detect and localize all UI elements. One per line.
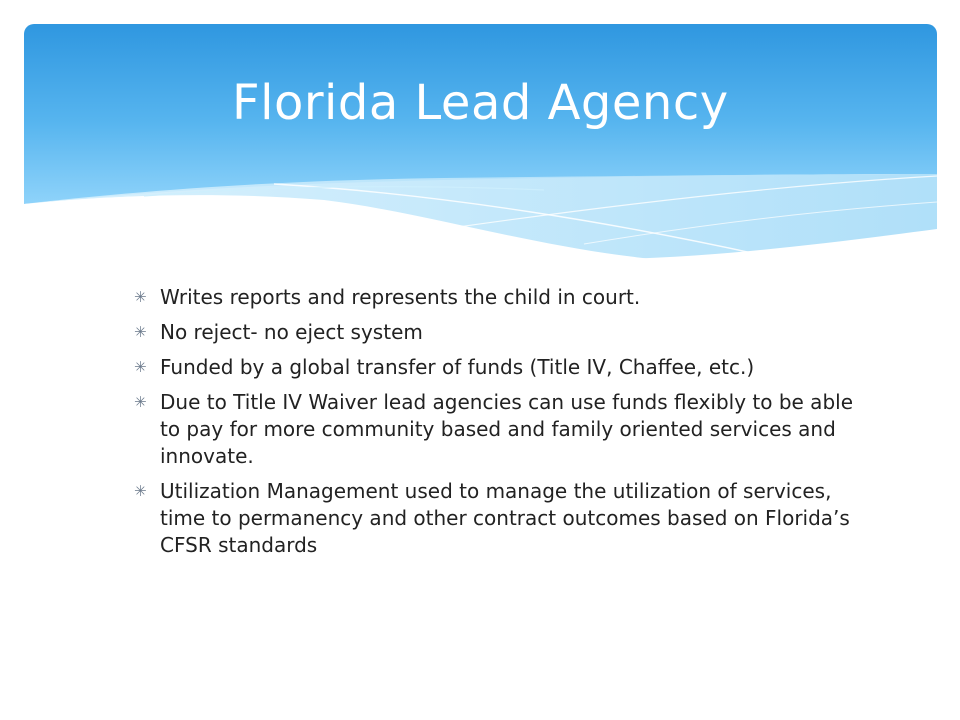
bullet-text: Funded by a global transfer of funds (Title IV, Chaffee, etc.) bbox=[160, 355, 755, 379]
asterisk-bullet-icon: ✳ bbox=[134, 288, 147, 306]
asterisk-bullet-icon: ✳ bbox=[134, 482, 147, 500]
asterisk-bullet-icon: ✳ bbox=[134, 358, 147, 376]
slide-title: Florida Lead Agency bbox=[232, 75, 729, 131]
bullet-text: Writes reports and represents the child in court. bbox=[160, 285, 641, 309]
bullet-text: Due to Title IV Waiver lead agencies can use funds flexibly to be able to pay for more community based and family oriented services and innovate. bbox=[160, 390, 853, 468]
bullet-item bbox=[134, 389, 874, 470]
header-wave-graphic bbox=[24, 24, 937, 284]
bullet-item bbox=[134, 319, 874, 346]
bullet-item bbox=[134, 478, 874, 559]
bullet-text: No reject- no eject system bbox=[160, 320, 423, 344]
asterisk-bullet-icon: ✳ bbox=[134, 323, 147, 341]
bullet-list bbox=[134, 284, 874, 567]
header-band bbox=[24, 24, 937, 284]
bullet-text: Utilization Management used to manage the utilization of services, time to permanency and other contract outcomes based on Florida’s CFSR standards bbox=[160, 479, 850, 557]
bullet-item bbox=[134, 354, 874, 381]
asterisk-bullet-icon: ✳ bbox=[134, 393, 147, 411]
bullet-item bbox=[134, 284, 874, 311]
